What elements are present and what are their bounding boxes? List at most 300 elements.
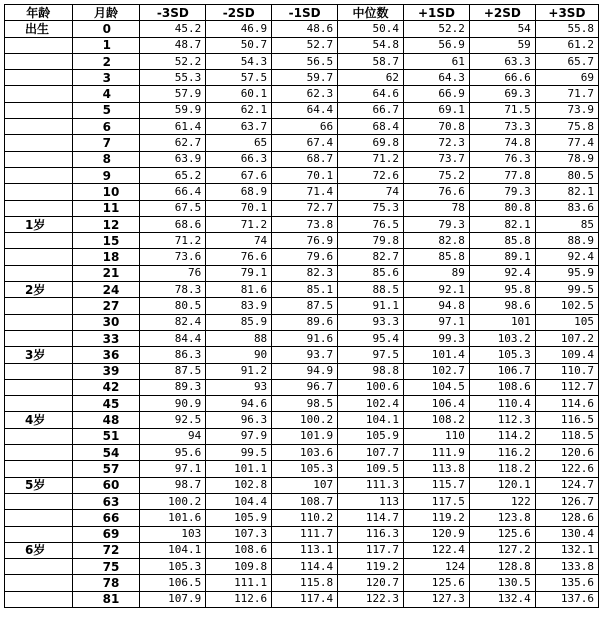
cell-minus1sd: 101.9 (272, 428, 338, 444)
table-row (5, 314, 599, 330)
cell-plus3sd: 135.6 (535, 575, 598, 591)
cell-plus1sd: 76.6 (404, 184, 470, 200)
month-cell: 4 (72, 86, 140, 102)
cell-plus1sd: 92.1 (404, 282, 470, 298)
cell-median: 82.7 (338, 249, 404, 265)
age-cell (5, 510, 73, 526)
cell-plus2sd: 110.4 (469, 396, 535, 412)
cell-plus3sd: 137.6 (535, 591, 598, 607)
cell-plus3sd: 71.7 (535, 86, 598, 102)
cell-minus3sd: 61.4 (140, 119, 206, 135)
table-row (5, 493, 599, 509)
month-cell: 12 (72, 216, 140, 232)
cell-minus2sd: 57.5 (206, 70, 272, 86)
cell-minus3sd: 94 (140, 428, 206, 444)
table-row (5, 102, 599, 118)
month-cell: 51 (72, 428, 140, 444)
cell-median: 74 (338, 184, 404, 200)
cell-plus3sd: 132.1 (535, 542, 598, 558)
age-cell (5, 298, 73, 314)
cell-plus1sd: 82.8 (404, 233, 470, 249)
age-cell (5, 363, 73, 379)
cell-plus2sd: 54 (469, 21, 535, 37)
age-cell (5, 428, 73, 444)
cell-minus2sd: 66.3 (206, 151, 272, 167)
cell-plus2sd: 69.3 (469, 86, 535, 102)
cell-minus2sd: 50.7 (206, 37, 272, 53)
age-cell (5, 314, 73, 330)
header-plus3sd: +3SD (535, 5, 598, 21)
cell-plus3sd: 75.8 (535, 119, 598, 135)
cell-plus1sd: 69.1 (404, 102, 470, 118)
cell-minus2sd: 62.1 (206, 102, 272, 118)
cell-minus3sd: 68.6 (140, 216, 206, 232)
table-row (5, 379, 599, 395)
cell-median: 64.6 (338, 86, 404, 102)
cell-median: 116.3 (338, 526, 404, 542)
cell-plus2sd: 123.8 (469, 510, 535, 526)
age-cell (5, 249, 73, 265)
cell-median: 122.3 (338, 591, 404, 607)
cell-plus2sd: 120.1 (469, 477, 535, 493)
cell-plus3sd: 107.2 (535, 330, 598, 346)
cell-plus2sd: 95.8 (469, 282, 535, 298)
cell-plus3sd: 110.7 (535, 363, 598, 379)
table-row (5, 559, 599, 575)
cell-minus2sd: 104.4 (206, 493, 272, 509)
cell-minus1sd: 67.4 (272, 135, 338, 151)
cell-minus2sd: 74 (206, 233, 272, 249)
cell-minus3sd: 52.2 (140, 53, 206, 69)
month-cell: 9 (72, 167, 140, 183)
cell-minus1sd: 96.7 (272, 379, 338, 395)
month-cell: 8 (72, 151, 140, 167)
age-cell (5, 167, 73, 183)
month-cell: 18 (72, 249, 140, 265)
age-cell (5, 37, 73, 53)
age-cell (5, 379, 73, 395)
month-cell: 24 (72, 282, 140, 298)
cell-median: 113 (338, 493, 404, 509)
cell-plus1sd: 78 (404, 200, 470, 216)
month-cell: 7 (72, 135, 140, 151)
age-cell (5, 396, 73, 412)
cell-plus2sd: 112.3 (469, 412, 535, 428)
cell-median: 100.6 (338, 379, 404, 395)
cell-plus2sd: 80.8 (469, 200, 535, 216)
age-cell (5, 445, 73, 461)
cell-minus3sd: 65.2 (140, 167, 206, 183)
cell-plus2sd: 59 (469, 37, 535, 53)
table-row (5, 428, 599, 444)
cell-minus3sd: 63.9 (140, 151, 206, 167)
age-cell (5, 70, 73, 86)
month-cell: 33 (72, 330, 140, 346)
age-cell (5, 53, 73, 69)
cell-median: 93.3 (338, 314, 404, 330)
cell-minus2sd: 94.6 (206, 396, 272, 412)
cell-plus2sd: 132.4 (469, 591, 535, 607)
cell-median: 107.7 (338, 445, 404, 461)
cell-plus3sd: 85 (535, 216, 598, 232)
cell-plus2sd: 98.6 (469, 298, 535, 314)
cell-plus2sd: 128.8 (469, 559, 535, 575)
table-row (5, 445, 599, 461)
cell-minus2sd: 99.5 (206, 445, 272, 461)
cell-plus3sd: 61.2 (535, 37, 598, 53)
cell-plus3sd: 122.6 (535, 461, 598, 477)
cell-plus3sd: 114.6 (535, 396, 598, 412)
cell-plus2sd: 116.2 (469, 445, 535, 461)
month-cell: 36 (72, 347, 140, 363)
cell-plus1sd: 108.2 (404, 412, 470, 428)
cell-minus2sd: 91.2 (206, 363, 272, 379)
cell-plus2sd: 77.8 (469, 167, 535, 183)
cell-plus2sd: 114.2 (469, 428, 535, 444)
month-cell: 5 (72, 102, 140, 118)
cell-minus1sd: 98.5 (272, 396, 338, 412)
cell-plus1sd: 94.8 (404, 298, 470, 314)
age-cell (5, 233, 73, 249)
month-cell: 1 (72, 37, 140, 53)
cell-median: 98.8 (338, 363, 404, 379)
cell-plus3sd: 102.5 (535, 298, 598, 314)
cell-plus1sd: 104.5 (404, 379, 470, 395)
cell-median: 75.3 (338, 200, 404, 216)
cell-plus3sd: 80.5 (535, 167, 598, 183)
header-median: 中位数 (338, 5, 404, 21)
header-minus2sd: -2SD (206, 5, 272, 21)
cell-plus2sd: 73.3 (469, 119, 535, 135)
cell-minus2sd: 67.6 (206, 167, 272, 183)
cell-plus2sd: 79.3 (469, 184, 535, 200)
table-row (5, 477, 599, 493)
cell-minus2sd: 79.1 (206, 265, 272, 281)
cell-median: 105.9 (338, 428, 404, 444)
cell-plus3sd: 133.8 (535, 559, 598, 575)
cell-plus2sd: 105.3 (469, 347, 535, 363)
cell-plus1sd: 85.8 (404, 249, 470, 265)
cell-minus3sd: 80.5 (140, 298, 206, 314)
cell-minus2sd: 88 (206, 330, 272, 346)
cell-plus1sd: 66.9 (404, 86, 470, 102)
cell-plus3sd: 120.6 (535, 445, 598, 461)
cell-median: 109.5 (338, 461, 404, 477)
month-cell: 0 (72, 21, 140, 37)
cell-median: 68.4 (338, 119, 404, 135)
month-cell: 11 (72, 200, 140, 216)
cell-minus3sd: 78.3 (140, 282, 206, 298)
cell-median: 104.1 (338, 412, 404, 428)
cell-plus3sd: 77.4 (535, 135, 598, 151)
header-minus3sd: -3SD (140, 5, 206, 21)
cell-plus2sd: 74.8 (469, 135, 535, 151)
age-cell: 4岁 (5, 412, 73, 428)
cell-median: 120.7 (338, 575, 404, 591)
cell-plus1sd: 64.3 (404, 70, 470, 86)
age-cell (5, 493, 73, 509)
cell-median: 97.5 (338, 347, 404, 363)
cell-minus1sd: 82.3 (272, 265, 338, 281)
table-row (5, 412, 599, 428)
cell-plus1sd: 101.4 (404, 347, 470, 363)
cell-minus1sd: 59.7 (272, 70, 338, 86)
cell-minus1sd: 71.4 (272, 184, 338, 200)
cell-plus1sd: 111.9 (404, 445, 470, 461)
cell-minus3sd: 48.7 (140, 37, 206, 53)
header-row (5, 5, 599, 21)
month-cell: 6 (72, 119, 140, 135)
cell-median: 88.5 (338, 282, 404, 298)
cell-plus1sd: 56.9 (404, 37, 470, 53)
cell-plus1sd: 102.7 (404, 363, 470, 379)
cell-plus3sd: 128.6 (535, 510, 598, 526)
cell-minus2sd: 90 (206, 347, 272, 363)
cell-minus2sd: 93 (206, 379, 272, 395)
cell-minus1sd: 76.9 (272, 233, 338, 249)
cell-minus2sd: 85.9 (206, 314, 272, 330)
age-cell (5, 151, 73, 167)
cell-minus2sd: 105.9 (206, 510, 272, 526)
table-row (5, 249, 599, 265)
month-cell: 60 (72, 477, 140, 493)
month-cell: 30 (72, 314, 140, 330)
cell-minus3sd: 73.6 (140, 249, 206, 265)
cell-minus2sd: 71.2 (206, 216, 272, 232)
cell-minus3sd: 66.4 (140, 184, 206, 200)
cell-median: 76.5 (338, 216, 404, 232)
month-cell: 10 (72, 184, 140, 200)
cell-plus3sd: 99.5 (535, 282, 598, 298)
month-cell: 15 (72, 233, 140, 249)
table-row (5, 151, 599, 167)
table-row (5, 510, 599, 526)
cell-plus2sd: 85.8 (469, 233, 535, 249)
table-row (5, 542, 599, 558)
cell-minus2sd: 76.6 (206, 249, 272, 265)
table-row (5, 575, 599, 591)
cell-minus3sd: 98.7 (140, 477, 206, 493)
age-cell: 出生 (5, 21, 73, 37)
cell-minus3sd: 87.5 (140, 363, 206, 379)
age-cell: 6岁 (5, 542, 73, 558)
cell-plus2sd: 89.1 (469, 249, 535, 265)
cell-plus3sd: 55.8 (535, 21, 598, 37)
cell-plus1sd: 115.7 (404, 477, 470, 493)
cell-plus1sd: 117.5 (404, 493, 470, 509)
cell-minus3sd: 84.4 (140, 330, 206, 346)
cell-minus1sd: 113.1 (272, 542, 338, 558)
cell-minus3sd: 103 (140, 526, 206, 542)
cell-plus3sd: 82.1 (535, 184, 598, 200)
table-row (5, 396, 599, 412)
cell-minus2sd: 109.8 (206, 559, 272, 575)
table-row (5, 135, 599, 151)
header-plus2sd: +2SD (469, 5, 535, 21)
cell-minus2sd: 107.3 (206, 526, 272, 542)
age-cell (5, 184, 73, 200)
cell-plus2sd: 76.3 (469, 151, 535, 167)
table-row (5, 591, 599, 607)
cell-plus3sd: 112.7 (535, 379, 598, 395)
cell-minus3sd: 76 (140, 265, 206, 281)
cell-plus3sd: 78.9 (535, 151, 598, 167)
cell-plus3sd: 130.4 (535, 526, 598, 542)
table-body (5, 21, 599, 608)
cell-plus1sd: 75.2 (404, 167, 470, 183)
age-cell: 5岁 (5, 477, 73, 493)
header-month: 月龄 (72, 5, 140, 21)
cell-plus2sd: 103.2 (469, 330, 535, 346)
table-row (5, 526, 599, 542)
cell-plus3sd: 109.4 (535, 347, 598, 363)
cell-median: 111.3 (338, 477, 404, 493)
month-cell: 45 (72, 396, 140, 412)
cell-minus1sd: 56.5 (272, 53, 338, 69)
cell-minus2sd: 81.6 (206, 282, 272, 298)
cell-minus3sd: 100.2 (140, 493, 206, 509)
month-cell: 27 (72, 298, 140, 314)
cell-median: 117.7 (338, 542, 404, 558)
cell-minus3sd: 86.3 (140, 347, 206, 363)
cell-minus1sd: 87.5 (272, 298, 338, 314)
cell-median: 95.4 (338, 330, 404, 346)
cell-plus2sd: 127.2 (469, 542, 535, 558)
cell-minus1sd: 108.7 (272, 493, 338, 509)
month-cell: 54 (72, 445, 140, 461)
cell-minus1sd: 66 (272, 119, 338, 135)
cell-minus3sd: 106.5 (140, 575, 206, 591)
cell-median: 62 (338, 70, 404, 86)
cell-minus3sd: 105.3 (140, 559, 206, 575)
cell-plus1sd: 97.1 (404, 314, 470, 330)
month-cell: 66 (72, 510, 140, 526)
month-cell: 2 (72, 53, 140, 69)
month-cell: 72 (72, 542, 140, 558)
cell-plus1sd: 120.9 (404, 526, 470, 542)
cell-minus1sd: 107 (272, 477, 338, 493)
cell-minus2sd: 70.1 (206, 200, 272, 216)
cell-minus3sd: 62.7 (140, 135, 206, 151)
cell-minus1sd: 91.6 (272, 330, 338, 346)
cell-plus3sd: 73.9 (535, 102, 598, 118)
table-row (5, 298, 599, 314)
cell-minus2sd: 60.1 (206, 86, 272, 102)
cell-plus3sd: 95.9 (535, 265, 598, 281)
age-cell: 2岁 (5, 282, 73, 298)
cell-plus1sd: 70.8 (404, 119, 470, 135)
table-row (5, 265, 599, 281)
cell-median: 72.6 (338, 167, 404, 183)
cell-minus3sd: 92.5 (140, 412, 206, 428)
age-cell (5, 102, 73, 118)
cell-plus1sd: 106.4 (404, 396, 470, 412)
age-cell (5, 119, 73, 135)
cell-minus1sd: 72.7 (272, 200, 338, 216)
cell-median: 114.7 (338, 510, 404, 526)
cell-plus1sd: 89 (404, 265, 470, 281)
cell-minus2sd: 68.9 (206, 184, 272, 200)
cell-median: 102.4 (338, 396, 404, 412)
cell-plus2sd: 101 (469, 314, 535, 330)
cell-minus1sd: 62.3 (272, 86, 338, 102)
cell-plus2sd: 125.6 (469, 526, 535, 542)
table-row (5, 53, 599, 69)
cell-minus1sd: 115.8 (272, 575, 338, 591)
cell-minus3sd: 97.1 (140, 461, 206, 477)
cell-minus2sd: 54.3 (206, 53, 272, 69)
month-cell: 81 (72, 591, 140, 607)
table-row (5, 70, 599, 86)
cell-minus2sd: 101.1 (206, 461, 272, 477)
cell-minus2sd: 63.7 (206, 119, 272, 135)
cell-minus1sd: 93.7 (272, 347, 338, 363)
cell-plus3sd: 105 (535, 314, 598, 330)
cell-minus1sd: 117.4 (272, 591, 338, 607)
cell-minus3sd: 57.9 (140, 86, 206, 102)
age-cell: 3岁 (5, 347, 73, 363)
cell-plus3sd: 92.4 (535, 249, 598, 265)
cell-minus2sd: 97.9 (206, 428, 272, 444)
table-row (5, 347, 599, 363)
cell-plus3sd: 65.7 (535, 53, 598, 69)
cell-plus2sd: 122 (469, 493, 535, 509)
cell-minus2sd: 46.9 (206, 21, 272, 37)
table-row (5, 330, 599, 346)
cell-median: 71.2 (338, 151, 404, 167)
cell-plus3sd: 118.5 (535, 428, 598, 444)
cell-plus3sd: 126.7 (535, 493, 598, 509)
cell-median: 50.4 (338, 21, 404, 37)
cell-plus2sd: 108.6 (469, 379, 535, 395)
table-row (5, 200, 599, 216)
cell-median: 66.7 (338, 102, 404, 118)
cell-minus1sd: 94.9 (272, 363, 338, 379)
cell-minus1sd: 100.2 (272, 412, 338, 428)
cell-minus3sd: 101.6 (140, 510, 206, 526)
cell-minus2sd: 108.6 (206, 542, 272, 558)
cell-plus1sd: 79.3 (404, 216, 470, 232)
cell-plus1sd: 73.7 (404, 151, 470, 167)
month-cell: 3 (72, 70, 140, 86)
table-row (5, 37, 599, 53)
cell-minus1sd: 70.1 (272, 167, 338, 183)
cell-minus3sd: 67.5 (140, 200, 206, 216)
cell-minus3sd: 89.3 (140, 379, 206, 395)
cell-median: 58.7 (338, 53, 404, 69)
cell-median: 119.2 (338, 559, 404, 575)
age-cell (5, 330, 73, 346)
cell-plus2sd: 106.7 (469, 363, 535, 379)
cell-plus3sd: 124.7 (535, 477, 598, 493)
cell-plus1sd: 119.2 (404, 510, 470, 526)
month-cell: 78 (72, 575, 140, 591)
cell-plus2sd: 130.5 (469, 575, 535, 591)
cell-plus1sd: 125.6 (404, 575, 470, 591)
cell-minus1sd: 85.1 (272, 282, 338, 298)
growth-standard-table (4, 4, 599, 608)
cell-median: 54.8 (338, 37, 404, 53)
cell-plus2sd: 82.1 (469, 216, 535, 232)
cell-plus2sd: 66.6 (469, 70, 535, 86)
month-cell: 39 (72, 363, 140, 379)
cell-minus3sd: 55.3 (140, 70, 206, 86)
age-cell (5, 526, 73, 542)
cell-minus1sd: 52.7 (272, 37, 338, 53)
cell-minus3sd: 90.9 (140, 396, 206, 412)
cell-minus3sd: 95.6 (140, 445, 206, 461)
cell-plus1sd: 127.3 (404, 591, 470, 607)
